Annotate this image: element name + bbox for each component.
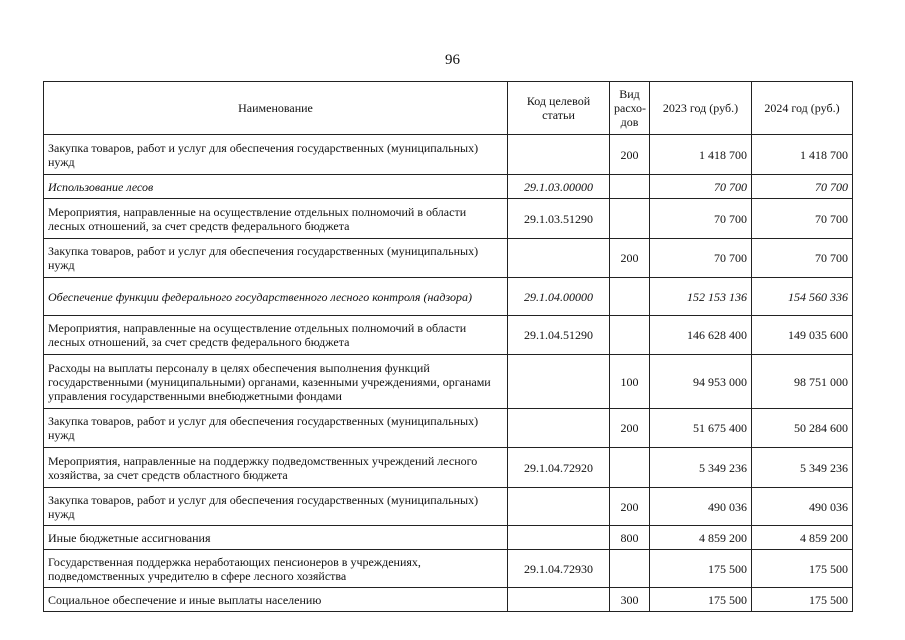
row-2023-cell: 490 036 bbox=[650, 488, 752, 526]
row-kind-cell: 800 bbox=[610, 526, 650, 550]
table-row bbox=[44, 278, 853, 316]
row-kind-cell: 200 bbox=[610, 135, 650, 175]
row-kind-cell bbox=[610, 199, 650, 239]
header-2024: 2024 год (руб.) bbox=[752, 82, 853, 135]
row-2023-cell: 146 628 400 bbox=[650, 316, 752, 355]
row-code-cell bbox=[508, 135, 610, 175]
row-2023-cell: 175 500 bbox=[650, 550, 752, 588]
row-code-cell: 29.1.04.51290 bbox=[508, 316, 610, 355]
row-code-cell bbox=[508, 355, 610, 409]
row-name-cell: Мероприятия, направленные на осуществление отдельных полномочий в области лесных отношений, за счет средств федерального бюджета bbox=[44, 199, 508, 239]
row-2024-cell: 4 859 200 bbox=[752, 526, 853, 550]
row-2023-cell: 70 700 bbox=[650, 239, 752, 278]
row-name-cell: Мероприятия, направленные на осуществление отдельных полномочий в области лесных отношений, за счет средств федерального бюджета bbox=[44, 316, 508, 355]
row-code-cell: 29.1.03.51290 bbox=[508, 199, 610, 239]
table-row bbox=[44, 175, 853, 199]
row-2024-cell: 154 560 336 bbox=[752, 278, 853, 316]
row-kind-cell: 100 bbox=[610, 355, 650, 409]
row-2024-cell: 1 418 700 bbox=[752, 135, 853, 175]
table-row bbox=[44, 355, 853, 409]
row-2024-cell: 50 284 600 bbox=[752, 409, 853, 448]
row-2023-cell: 1 418 700 bbox=[650, 135, 752, 175]
row-code-cell: 29.1.04.72930 bbox=[508, 550, 610, 588]
row-code-cell: 29.1.04.72920 bbox=[508, 448, 610, 488]
header-name: Наименование bbox=[44, 82, 508, 135]
row-2023-cell: 94 953 000 bbox=[650, 355, 752, 409]
row-code-cell bbox=[508, 588, 610, 612]
row-kind-cell: 200 bbox=[610, 488, 650, 526]
row-name-cell: Социальное обеспечение и иные выплаты населению bbox=[44, 588, 508, 612]
row-2024-cell: 490 036 bbox=[752, 488, 853, 526]
table-row bbox=[44, 199, 853, 239]
page-number: 96 bbox=[445, 52, 460, 68]
header-row bbox=[44, 82, 853, 135]
row-2023-cell: 4 859 200 bbox=[650, 526, 752, 550]
table-row bbox=[44, 239, 853, 278]
table-row bbox=[44, 316, 853, 355]
row-name-cell: Государственная поддержка неработающих пенсионеров в учреждениях, подведомственных учредителю в сфере лесного хозяйства bbox=[44, 550, 508, 588]
row-name-cell: Закупка товаров, работ и услуг для обеспечения государственных (муниципальных) нужд bbox=[44, 488, 508, 526]
row-2024-cell: 70 700 bbox=[752, 239, 853, 278]
row-2024-cell: 70 700 bbox=[752, 175, 853, 199]
row-name-cell: Использование лесов bbox=[44, 175, 508, 199]
row-kind-cell bbox=[610, 278, 650, 316]
row-code-cell: 29.1.04.00000 bbox=[508, 278, 610, 316]
row-name-cell: Закупка товаров, работ и услуг для обеспечения государственных (муниципальных) нужд bbox=[44, 135, 508, 175]
row-2023-cell: 70 700 bbox=[650, 175, 752, 199]
table-row bbox=[44, 448, 853, 488]
row-code-cell bbox=[508, 409, 610, 448]
header-code: Код целевой статьи bbox=[508, 82, 610, 135]
row-2023-cell: 70 700 bbox=[650, 199, 752, 239]
table-row bbox=[44, 526, 853, 550]
table-row bbox=[44, 135, 853, 175]
row-2024-cell: 5 349 236 bbox=[752, 448, 853, 488]
row-kind-cell bbox=[610, 550, 650, 588]
row-2023-cell: 51 675 400 bbox=[650, 409, 752, 448]
row-2024-cell: 98 751 000 bbox=[752, 355, 853, 409]
row-2024-cell: 175 500 bbox=[752, 550, 853, 588]
budget-table bbox=[43, 81, 853, 612]
table-row bbox=[44, 588, 853, 612]
table-row bbox=[44, 550, 853, 588]
row-code-cell bbox=[508, 488, 610, 526]
row-kind-cell bbox=[610, 316, 650, 355]
header-2023: 2023 год (руб.) bbox=[650, 82, 752, 135]
row-2024-cell: 149 035 600 bbox=[752, 316, 853, 355]
row-name-cell: Иные бюджетные ассигнования bbox=[44, 526, 508, 550]
table-body bbox=[44, 135, 853, 612]
row-name-cell: Закупка товаров, работ и услуг для обеспечения государственных (муниципальных) нужд bbox=[44, 409, 508, 448]
table-row bbox=[44, 488, 853, 526]
row-2024-cell: 175 500 bbox=[752, 588, 853, 612]
table-row bbox=[44, 409, 853, 448]
row-kind-cell: 200 bbox=[610, 239, 650, 278]
row-2024-cell: 70 700 bbox=[752, 199, 853, 239]
row-name-cell: Обеспечение функции федерального государственного лесного контроля (надзора) bbox=[44, 278, 508, 316]
header-kind: Вид расхо-дов bbox=[610, 82, 650, 135]
row-name-cell: Мероприятия, направленные на поддержку подведомственных учреждений лесного хозяйства, за счет средств областного бюджета bbox=[44, 448, 508, 488]
row-2023-cell: 5 349 236 bbox=[650, 448, 752, 488]
row-kind-cell bbox=[610, 175, 650, 199]
row-2023-cell: 152 153 136 bbox=[650, 278, 752, 316]
row-kind-cell bbox=[610, 448, 650, 488]
row-name-cell: Расходы на выплаты персоналу в целях обеспечения выполнения функций государственными (муниципальными) органами, казенными учреждениями, органами управления государственными внебюджетными фондами bbox=[44, 355, 508, 409]
row-code-cell: 29.1.03.00000 bbox=[508, 175, 610, 199]
row-2023-cell: 175 500 bbox=[650, 588, 752, 612]
row-kind-cell: 300 bbox=[610, 588, 650, 612]
row-name-cell: Закупка товаров, работ и услуг для обеспечения государственных (муниципальных) нужд bbox=[44, 239, 508, 278]
row-code-cell bbox=[508, 526, 610, 550]
row-kind-cell: 200 bbox=[610, 409, 650, 448]
row-code-cell bbox=[508, 239, 610, 278]
